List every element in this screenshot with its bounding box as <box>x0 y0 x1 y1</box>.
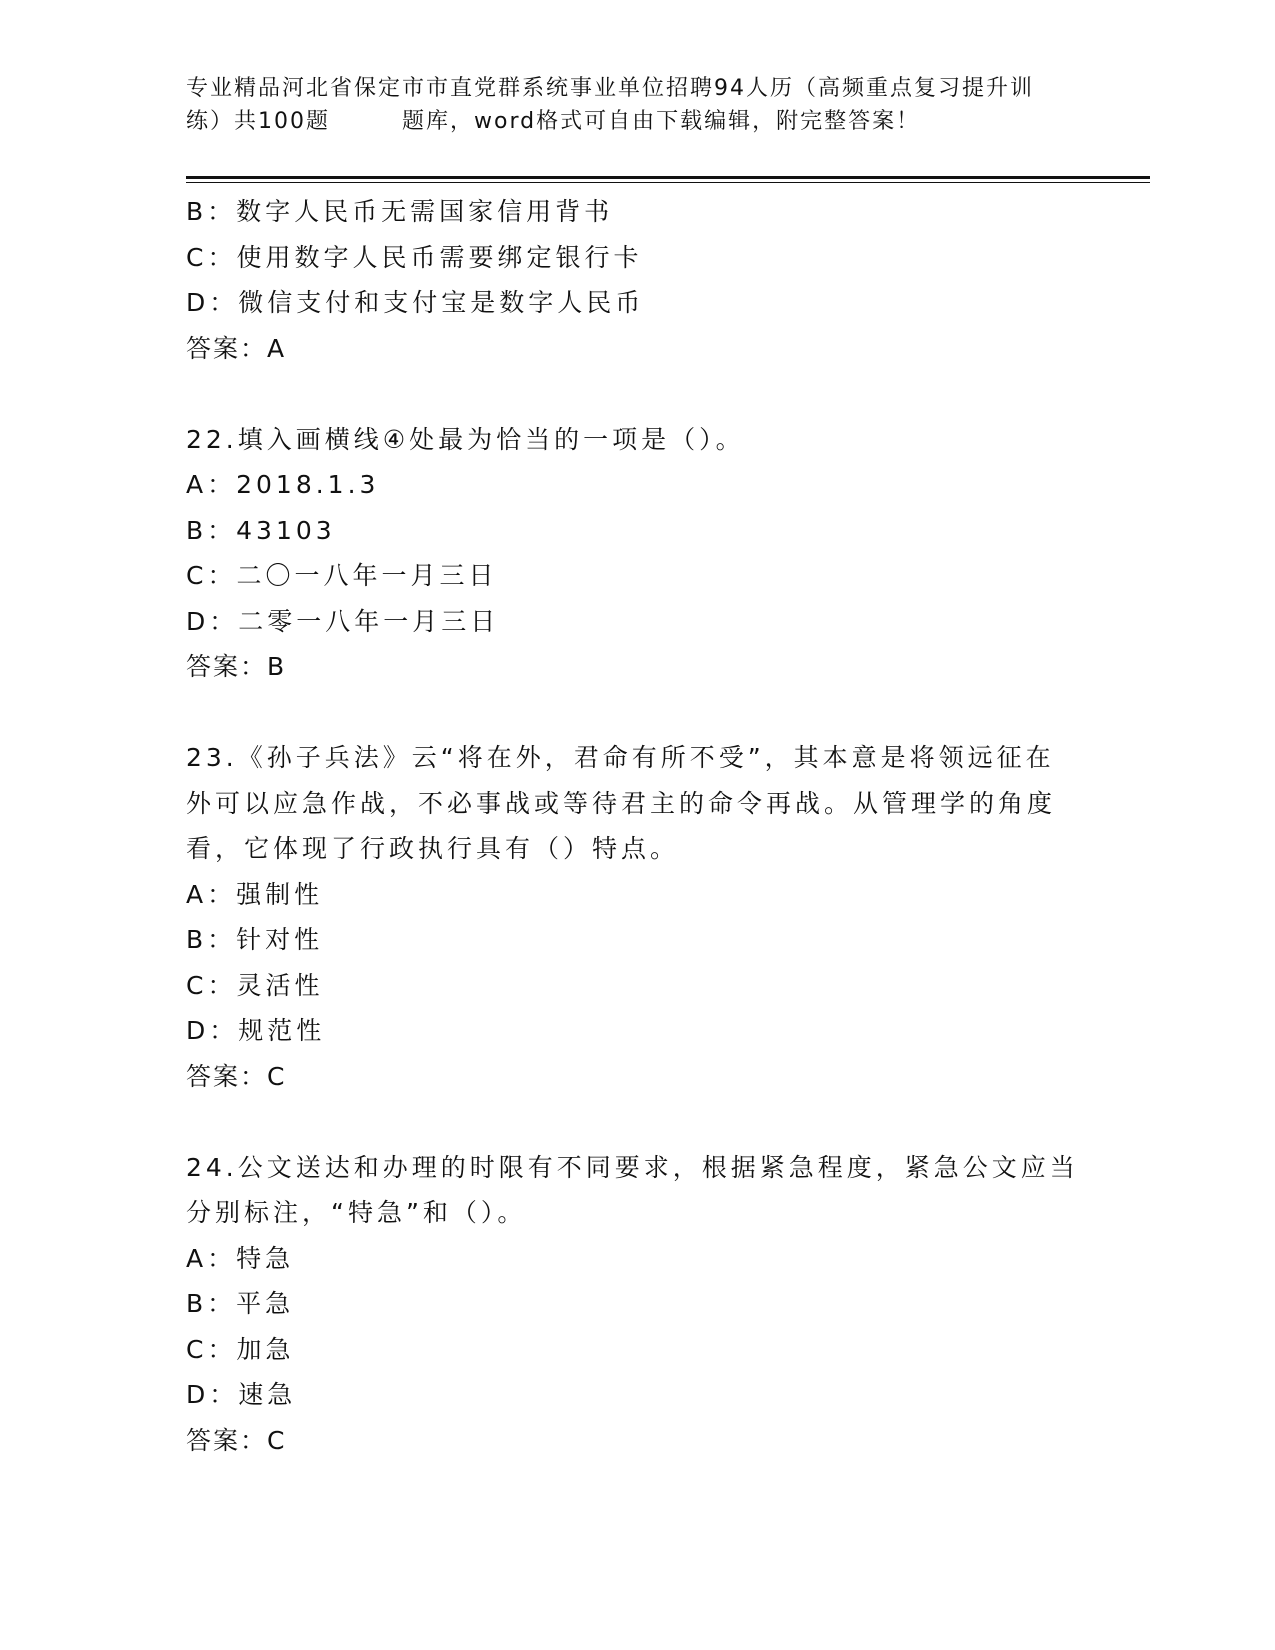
option-c: C：使用数字人民币需要绑定银行卡 <box>186 242 643 272</box>
question-stem-line-1: 24.公文送达和办理的时限有不同要求，根据紧急程度，紧急公文应当 <box>186 1152 1079 1182</box>
answer-line: 答案：B <box>186 652 287 681</box>
header-rule-thin <box>186 182 1150 183</box>
option-d: D：速急 <box>186 1380 297 1409</box>
option-d: D：二零一八年一月三日 <box>186 606 500 636</box>
option-b: B：43103 <box>186 515 336 545</box>
answer-line: 答案：C <box>186 1061 287 1091</box>
header-title-part-2: 题库，word格式可自由下载编辑，附完整答案！ <box>402 109 921 134</box>
document-body <box>186 189 1086 1463</box>
answer-line: 答案：A <box>186 333 287 363</box>
option-d: D：微信支付和支付宝是数字人民币 <box>186 288 645 317</box>
question-stem: 22.填入画横线④处最为恰当的一项是（）。 <box>186 424 745 454</box>
option-a: A：强制性 <box>186 879 324 909</box>
option-b: B：数字人民币无需国家信用背书 <box>186 197 614 226</box>
document-header <box>186 72 1086 138</box>
option-a: A：2018.1.3 <box>186 470 380 499</box>
question-stem-line-1: 23.《孙子兵法》云“将在外，君命有所不受”，其本意是将领远征在 <box>186 743 1055 772</box>
question-22 <box>186 417 1086 690</box>
header-title-part-1: 练）共100题 <box>186 109 330 134</box>
question-24 <box>186 1145 1086 1464</box>
question-stem-line-2: 分别标注，“特急”和（）。 <box>186 1198 527 1227</box>
header-rule-thick <box>186 176 1150 179</box>
option-c: C：灵活性 <box>186 970 324 1000</box>
question-stem-line-3: 看，它体现了行政执行具有（）特点。 <box>186 834 680 863</box>
header-title-line-2 <box>186 105 1086 138</box>
question-23 <box>186 735 1086 1099</box>
option-a: A：特急 <box>186 1243 295 1273</box>
option-b: B：针对性 <box>186 925 324 954</box>
previous-question-continuation <box>186 189 1086 371</box>
option-d: D：规范性 <box>186 1016 326 1045</box>
header-title-line-1: 专业精品河北省保定市市直党群系统事业单位招聘94人历（高频重点复习提升训 <box>186 76 1034 101</box>
option-b: B：平急 <box>186 1289 295 1318</box>
option-c: C：二〇一八年一月三日 <box>186 561 498 590</box>
question-stem-line-2: 外可以应急作战，不必事战或等待君主的命令再战。从管理学的角度 <box>186 788 1057 818</box>
answer-line: 答案：C <box>186 1425 287 1455</box>
option-c: C：加急 <box>186 1334 295 1364</box>
